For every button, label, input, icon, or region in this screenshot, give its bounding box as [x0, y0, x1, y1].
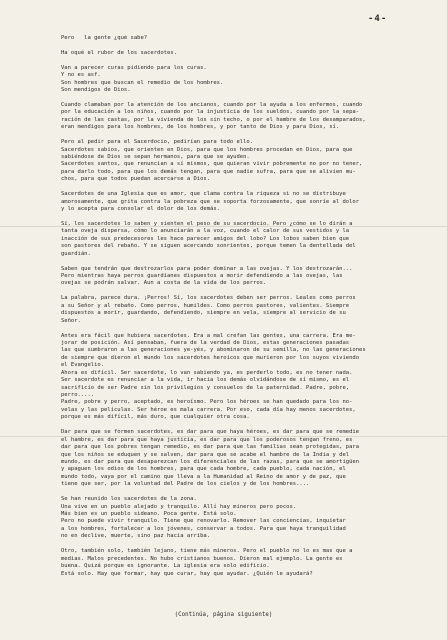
text-line: guardián.: [61, 250, 91, 257]
text-line: Pero mientras haya perros guardianes dispuestos a morir defendiendo a las ovejas, las: [61, 273, 343, 279]
text-line: perro.....: [61, 392, 95, 398]
text-line: Señor.: [61, 317, 81, 324]
text-line: [61, 184, 429, 191]
text-line: Pero no puede vivir tranquilo. Tiene que renovarlo. Remover las conciencias, inquietar: [61, 518, 346, 525]
text-line: Sí, los sacerdotes lo saben y sienten el peso de su sacerdocio. Pero ¿cómo se lo dirán a: [61, 220, 353, 227]
text-line: dar para que los pobres tengan remedio, es dar para que las familias sean protegidas, para: [61, 444, 360, 451]
text-line: tanta oveja dispersa, cómo lo anunciarán a la voz, cuando el calor de sus vestidos y la: [61, 228, 350, 235]
text-line: [61, 489, 429, 496]
text-line: y lo acepta para consolar el dolor de los demás.: [61, 206, 220, 213]
text-line: a los hombres, fortalecer a los jóvenes, conservar a todos. Para que haya tranquilidad: [61, 525, 346, 532]
continuation-note: (Continúa, página siguiente): [174, 612, 273, 618]
text-line: Está solo. Hay que formar, hay que curar, hay que ayudar. ¿Quién le ayudará?: [61, 570, 313, 577]
text-line: Ser sacerdote es renunciar a la vida, ir hacia los demás olvidándose de sí mismo, es el: [61, 377, 350, 384]
text-line: que los niños se eduquen y se salven, dar para que se acabe el hambre de la India y del: [61, 451, 350, 458]
text-line: sabiéndose de Dios se sepan hermanos, para que se ayuden.: [61, 154, 250, 160]
text-line: Saben que tendrán que destrozarlos para poder dominar a las ovejas. Y los destrozarán...: [61, 265, 353, 272]
text-line: [61, 42, 429, 49]
text-line: Sacerdotes sabios, que orienten en Dios, para que los hombres procedan en Dios, para que: [61, 146, 353, 153]
text-line: Y no es asf.: [61, 72, 101, 79]
text-line: Sacerdotes santos, que renuncian a sí mismos, que quieran vivir pobremente no por no tener,: [61, 161, 363, 168]
text-line: medias. Malos precedentes. No hubo cristianos buenos. Dieron mal ejemplo. La gente es: [61, 555, 343, 562]
text-line: Son mendigos de Dios.: [61, 87, 131, 94]
text-line: las que sumbraron a las generaciones ye-yés, y abominaron de su semilla, no las generaciones: [61, 347, 366, 354]
text-line: el hambre, es dar para que haya justicia, es dar para que los poderosos tengan freno, es: [61, 436, 353, 443]
text-line: mundo, es dar para que desaparezcan los diferenciales de las razas, para que se amortigüen: [61, 458, 360, 465]
text-line: Se han reunido los sacerdotes de la zona.: [61, 496, 197, 503]
text-line: el Evangelio.: [61, 362, 105, 369]
text-line: Pero la gente ¿qué sabe?: [61, 35, 148, 41]
text-line: Cuando clamaban por la atención de los ancianos, cuando por la ayuda a los enfermos, cuando: [61, 101, 363, 108]
text-line: mundo todo, vaya por el camino que lleva a la Humanidad al Reino de amor y de paz, que: [61, 473, 346, 480]
text-line: inacción de sus predecesores les hace parecer amigos del lobo? Los lobos saben bien que: [61, 235, 350, 242]
text-line: Padre, pobre y perro, aceptado, es heroísmo. Pero los héroes se han quedado para los no-: [61, 399, 353, 406]
text-line: [61, 214, 429, 221]
text-line: Una vive en un pueblo alejado y tranquilo. Allí hay mineros pero pocos.: [61, 503, 297, 510]
text-line: y apaguen los odios de los hombres, para que cada hombre, cada pueblo, cada nación, el: [61, 466, 346, 473]
text-line: son pastores del rebaño. Y se siguen acercando sonrientes, porque temen la dentellada del: [61, 243, 356, 250]
text-line: porque es más difícil, más duro, que cualquier otra cosa.: [61, 414, 250, 421]
text-line: Dar para que se formen sacerdotes, es dar para que haya héroes, es dar para que se remedie: [61, 429, 360, 436]
text-line: Ahora es difícil. Ser sacerdote, lo van sabiendo ya, es perderlo todo, es no tener nada.: [61, 369, 353, 376]
text-line: [61, 258, 429, 265]
text-line: amorosamente, que grita contra la pobreza que se soporta forzosamente, que sonríe al dolor: [61, 198, 360, 205]
text-line: de siempre que dieron el mundo los sacerdotes heroicos que murieron por los suyos viviendo: [61, 354, 360, 361]
text-line: Antes era fácil que hubiera sacerdotes. Era a mal crefan las gentes, una carrera. Era me-: [61, 332, 356, 339]
text-line: [61, 57, 429, 64]
text-line: Sacerdotes de una Iglesia que es amor, que clama contra la riqueza si no se distribuye: [61, 191, 346, 198]
text-line: [61, 325, 429, 332]
text-line: ovejas se podrán salvar. Aun a costa de la vida de los perros.: [61, 280, 267, 287]
text-line: sacrificio de ser Padre sin los privilegios y consuelos de la paternidad. Padre, pobre,: [61, 384, 350, 391]
text-line: Van a parecer curas pidiendo para los curas.: [61, 64, 207, 71]
text-line: dispuestos a morir, guardando, defendiendo, siempre en vela, siempre al servicio de su: [61, 310, 346, 317]
text-line: buena. Quizá porque es ignorante. La iglesia era solo edificio.: [61, 563, 270, 570]
text-line: para darlo todo, para que los demás tengan, para que nadie sufra, para que se alivien mu-: [61, 168, 356, 175]
text-line: jorar de posición. Así pensaban, fuera de la verdad de Dios, estas generaciones pasadas: [61, 339, 350, 346]
text-line: Otro, también solo, también lejano, tiene más mineros. Pero el pueblo no lo es mas que a: [61, 548, 353, 555]
text-line: eran mendigos para los hombres, de los hombres, y por tanto de Dios y para Dios, sí.: [61, 124, 340, 131]
text-line: ración de las castas, por la vivienda de los sin techo, o por el hambre de los desamparados,: [61, 116, 366, 123]
text-line: [61, 132, 429, 139]
text-line: a su Señor y al rebaño. Como perros, humildes. Como perros pastores, valientes. Siempre: [61, 302, 350, 309]
text-line: [61, 95, 429, 102]
text-line: Pero al pedir para el Sacerdocio, pedirían para todo ello.: [61, 139, 254, 146]
text-line: por la educación a los niños, cuando por la injusticia de los sueldos, cuando por la sepa-: [61, 109, 360, 116]
text-line: La palabra, parece dura. ¡Perros! Sí, los sacerdotes deben ser perros. Leales como perros: [61, 295, 356, 302]
text-line: velas y las películas. Ser héroe es mala carrera. Por eso, cada día hay menos sacerdotes,: [61, 406, 356, 413]
text-line: chos, para que todos puedan acercarse a Dios.: [61, 176, 211, 183]
page-number: -4-: [368, 14, 388, 24]
text-line: Ha oqué el rubor de los sacerdotes.: [61, 49, 177, 56]
text-line: no en declive, muerte, sino paz hacia arriba.: [61, 533, 211, 540]
text-line: tiene que ser, por la voluntad del Padre de los cielos y de los hombres....: [61, 481, 310, 488]
body-text: [61, 35, 429, 578]
text-line: Son hombres que buscan el remedio de los hombres.: [61, 79, 224, 86]
text-line: Más bien es un pueblo sideano. Poca gente. Está solo.: [61, 511, 237, 517]
